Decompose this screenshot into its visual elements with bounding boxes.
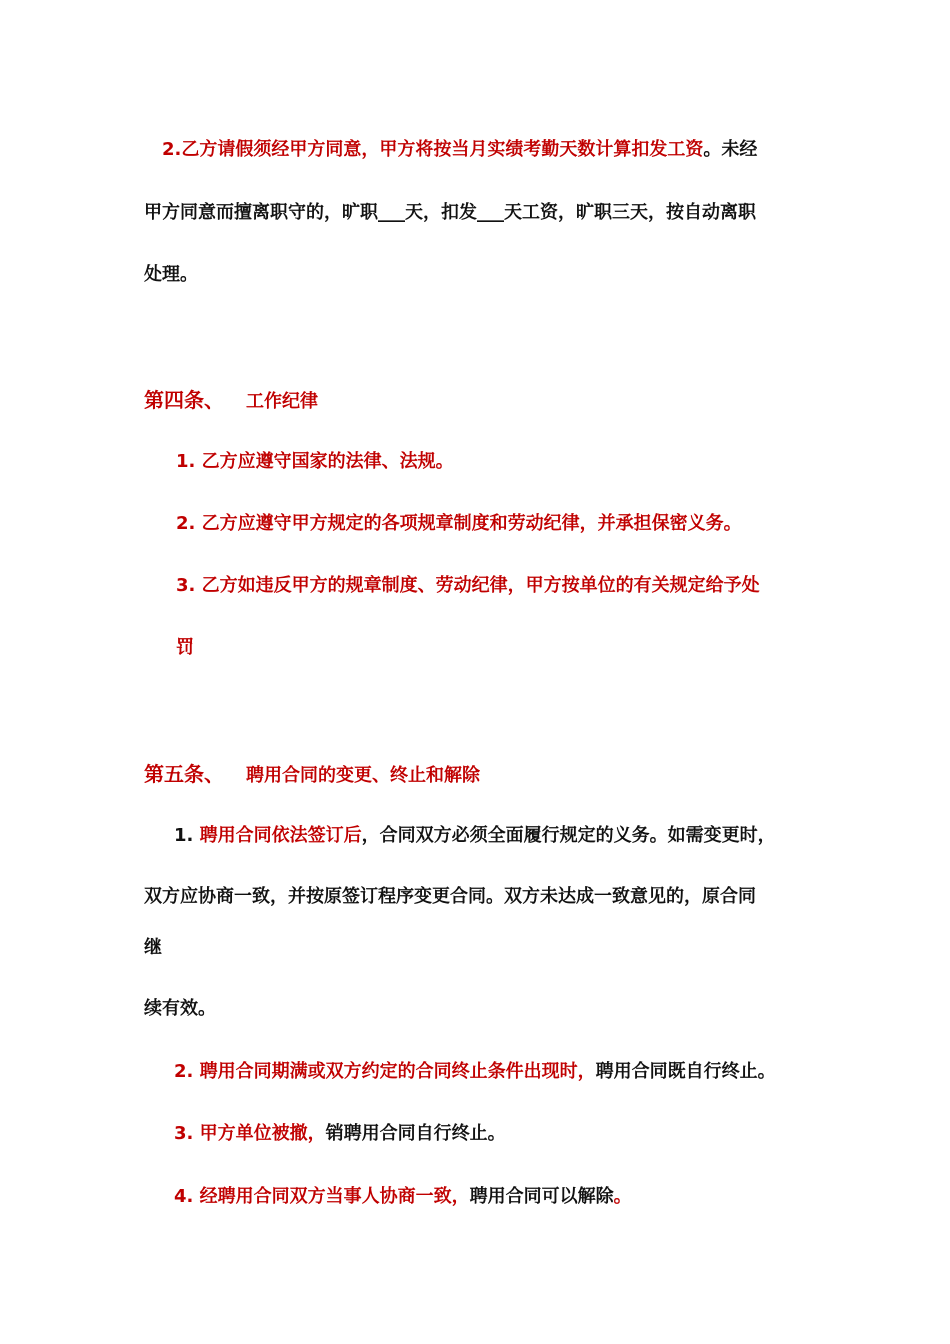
- article-5-item-1-red-text: 聘用合同依法签订后: [199, 825, 362, 846]
- article-5-number: 第五条、: [144, 762, 224, 786]
- article-4-item-3: 3. 乙方如违反甲方的规章制度、劳动纪律，甲方按单位的有关规定给予处: [176, 575, 760, 596]
- article-4-item-1: 1. 乙方应遵守国家的法律、法规。: [176, 451, 454, 472]
- article-4-title: 工作纪律: [246, 391, 318, 412]
- article-5-item-2-red-text: 2. 聘用合同期满或双方约定的合同终止条件出现时，: [174, 1061, 596, 1082]
- article-5-title: 聘用合同的变更、终止和解除: [246, 765, 480, 786]
- article-5-item-3-red-text: 3. 甲方单位被撤，: [174, 1123, 326, 1144]
- article-5-item-1-line-2: 双方应协商一致，并按原签订程序变更合同。双方未达成一致意见的，原合同: [144, 886, 756, 907]
- article-5-item-3-black-text: 销聘用合同自行终止。: [325, 1123, 506, 1144]
- article-5-item-1: [174, 824, 776, 848]
- article-5-item-1-black-text: ，合同双方必须全面履行规定的义务。如需变更时，: [361, 825, 776, 846]
- leave-clause-line-1: [162, 138, 757, 162]
- article-5-item-2-black-text: 聘用合同既自行终止。: [595, 1061, 776, 1082]
- article-5-item-1-number: 1.: [174, 825, 200, 846]
- article-5-item-4-black-text: 聘用合同可以解除: [469, 1186, 614, 1207]
- article-5-item-4-end-mark: 。: [613, 1186, 632, 1207]
- article-4-item-3-continued: 罚: [176, 637, 194, 658]
- article-4-item-2: 2. 乙方应遵守甲方规定的各项规章制度和劳动纪律，并承担保密义务。: [176, 513, 742, 534]
- article-5-item-1-line-3: 继: [144, 937, 162, 958]
- article-5-heading: [144, 761, 480, 789]
- article-5-item-3: [174, 1122, 506, 1146]
- leave-clause-red-text: 2.乙方请假须经甲方同意，甲方将按当月实绩考勤天数计算扣发工资: [162, 139, 704, 160]
- leave-clause-line-3: 处理。: [144, 264, 198, 285]
- article-5-item-4: [174, 1185, 632, 1209]
- leave-clause-line-2: 甲方同意而擅离职守的，旷职___天，扣发___天工资，旷职三天，按自动离职: [144, 202, 756, 223]
- article-5-item-2: [174, 1060, 776, 1084]
- article-5-item-1-line-4: 续有效。: [144, 998, 216, 1019]
- article-4-number: 第四条、: [144, 388, 224, 412]
- leave-clause-black-text: 。未经: [703, 139, 758, 160]
- article-5-item-4-red-text: 4. 经聘用合同双方当事人协商一致，: [174, 1186, 470, 1207]
- article-4-heading: [144, 387, 318, 415]
